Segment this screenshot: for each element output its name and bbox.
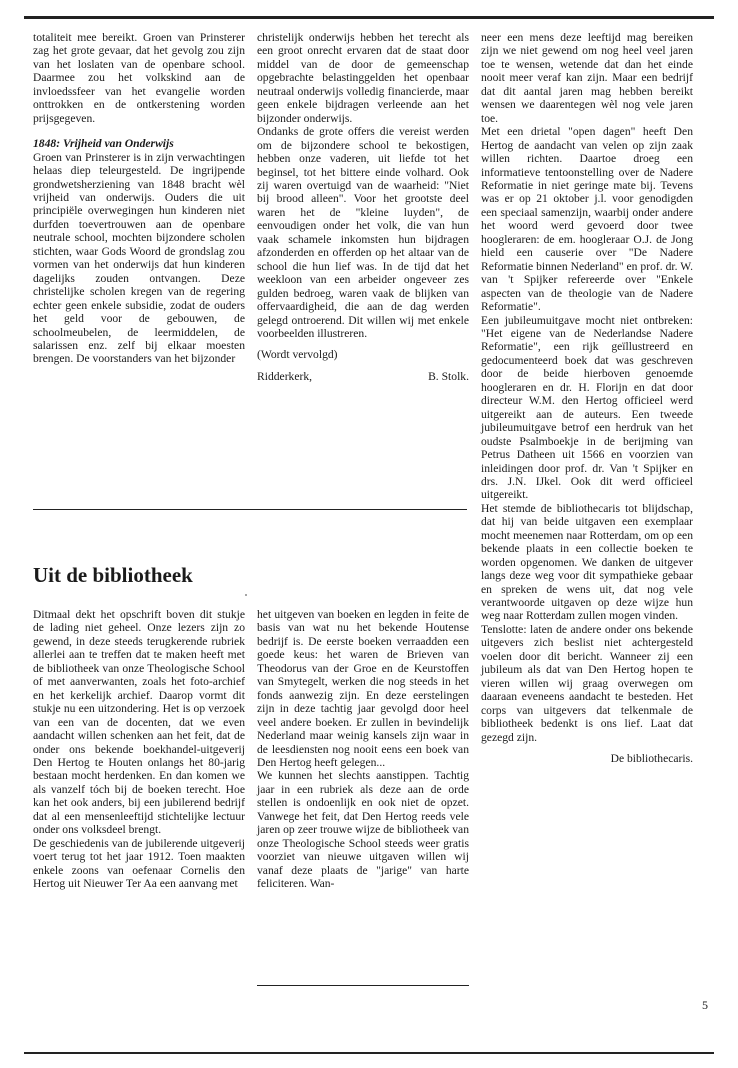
paragraph: Het stemde de bibliothecaris tot blijdschap, dat hij van beide uitgaven een exemplaar mocht meenemen naar Rotterdam, om op een bekende plaats in een collectie boeken te worden opgenomen. We danken de uitgever langs deze weg voor dit sympathieke gebaar en spreken de wens uit, dat nog vele verantwoorde uitgaven op deze wijze hun weg naar Rotterdam zullen mogen vinden. <box>481 501 693 623</box>
article2-column-2 <box>257 608 469 891</box>
continued-note: (Wordt vervolgd) <box>257 348 338 362</box>
section-divider-rule <box>33 509 467 510</box>
article-title: Uit de bibliotheek <box>33 563 193 587</box>
page-number: 5 <box>702 998 708 1012</box>
paragraph: Ditmaal dekt het opschrift boven dit stukje de lading niet geheel. Onze lezers zijn zo gewend, in deze steeds terugkerende rubriek allerlei aan te treffen dat te maken heeft met de bibliotheek van onze Theologische School of met aanverwanten, zoals het foto-archief en het kerkelijk archief. Daarop vormt dit stukje nu een uitzondering. Het is op verzoek van een van de docenten, dat we even aandacht willen schenken aan het feit, dat de onder ons bekende boekhandel-uitgeverij Den Hertog te Houten onlangs het 80-jarig bestaan mocht herdenken. En dan komen we als vanzelf tóch bij de boeken terecht. Hoe kan het ook anders, bij een jubilerend bedrijf dat al een mensenleeftijd stichtelijke lectuur onder ons volksdeel brengt. <box>33 608 245 837</box>
article1-column-1 <box>33 31 245 366</box>
paragraph: Ondanks de grote offers die vereist werden om de bijzondere school te bekostigen, hebben onze vaderen, uit liefde tot het beginsel, tot het bittere einde volhard. Ook zij waren overtuigd van de waarheid: "Niet bij brood alleen". Voor het grootste deel waren het de "kleine luyden", de eenvoudigen onder het volk, die van hun vaak schamele inkomsten hun bijdragen afzonderden en offerden op het altaar van de school die hun lief was. In de tijd dat het weekloon van een arbeider ongeveer zes gulden bedroeg, waren vaak de blijken van offervaardigheid, die aan de dag werden gelegd ontroerend. Dit willen wij met enkele voorbeelden illustreren. <box>257 125 469 340</box>
article2-column-1 <box>33 608 245 891</box>
paragraph: christelijk onderwijs hebben het terecht als een groot onrecht ervaren dat de staat door middel van de door de gemeenschap opgebrachte belastinggelden het openbaar neutraal onderwijs volledig financierde, maar geen enkele bijdragen verleende aan het bijzonder onderwijs. <box>257 31 469 125</box>
author-name: B. Stolk. <box>428 369 469 383</box>
author-place: Ridderkerk, <box>257 369 313 383</box>
paragraph: We kunnen het slechts aanstippen. Tachtig jaar in een rubriek als deze aan de orde stellen is ondoenlijk en ook niet de opzet. Vanwege het feit, dat Den Hertog reeds vele jaren op zeer trouwe wijze de bibliotheek van onze Theologische School steeds weer gratis voorziet van nieuwe uitgaven willen wij vanaf deze plaats de "jarige" van harte feliciteren. Wan- <box>257 769 469 891</box>
author-line <box>257 370 469 383</box>
paragraph: Met een drietal "open dagen" heeft Den Hertog de aandacht van velen op zijn zaak willen richten. Daartoe droeg een informatieve tentoonstelling over de Nadere Reformatie in niet geringe mate bij. Tevens was er op 21 oktober j.l. voor genodigden een speciaal samenzijn, waarbij onder andere het woord werd gevoerd door twee hoogleraren: de em. hoogleraar O.J. de Jong hield een causerie over "De Nadere Reformatie binnen Nederland" en prof. dr. W. van 't Spijker refereerde over "Enkele aspecten van de theologie van de Nadere Reformatie". <box>481 125 693 314</box>
section-subheading: 1848: Vrijheid van Onderwijs <box>33 137 174 151</box>
paragraph: Een jubileumuitgave mocht niet ontbreken: "Het eigene van de Nederlandse Nadere Reformatie", een rijk geïllustreerd en gedocumenteerd boek dat was geschreven door de beide hierboven genoemde hoogleraren en dr. H. Florijn en dat door directeur W.M. den Hertog officieel werd uitgereikt aan de auteurs. Een tweede jubileumuitgave betrof een herdruk van het oudste Psalmboekje in de berijming van Petrus Datheen uit 1566 en voorzien van inleidingen door prof. dr. Van 't Spijker en drs. J.N. IJkel. Ook dit werd officieel uitgereikt. <box>481 313 693 502</box>
article1-column-2 <box>257 31 469 383</box>
paragraph: het uitgeven van boeken en legden in feite de basis van wat nu het bekende Houtense bedrijf is. De eerste boeken verraadden een goede keus: het waren de Brieven van Theodorus van der Groe en de Keurstoffen van Smytegelt, werken die nog steeds in het fonds aanwezig zijn. En deze eerstelingen zijn in deze tachtig jaar gevolgd door heel veel andere boeken. Er zullen in bevindelijk Nederland maar weinig kansels zijn waar in de leesdiensten nog nooit eens een boek van Den Hertog heeft gelegen... <box>257 608 469 769</box>
paragraph: Groen van Prinsterer is in zijn verwachtingen helaas diep teleurgesteld. De ingrijpende grondwetsherziening van 1848 bracht wèl vrijheid van onderwijs. Ouders die uit principiële overwegingen hun kinderen niet durfden toevertrouwen aan de openbare neutrale school, mochten bijzondere scholen stichten, waar Gods Woord de grondslag zou vormen van het onderwijs dat hun kinderen dagelijks zouden ontvangen. Deze christelijke scholen kregen van de regering echter geen enkele subsidie, zodat de ouders het geld voor de gebouwen, de schoolmeubelen, de leermiddelen, de salarissen enz. zelf bij elkaar moesten brengen. De voorstanders van het bijzonder <box>33 150 245 366</box>
signature: De bibliothecaris. <box>610 752 693 766</box>
top-rule <box>24 16 714 19</box>
paragraph: neer een mens deze leeftijd mag bereiken zijn we niet gewend om nog heel veel jaren toe te wensen, wetende dat dan het einde nooit meer veraf kan zijn. Maar een bedrijf dat dit aantal jaren mag hebben bereikt wensen we daarentegen wèl nog vele jaren toe. <box>481 31 693 125</box>
column-end-rule <box>257 985 469 986</box>
paragraph: totaliteit mee bereikt. Groen van Prinsterer zag het grote gevaar, dat het gevolg zou zijn van het loslaten van de openbare school. Daarmee zou het volkskind aan de invloedssfeer van het evangelie worden onttrokken en de ontkerstening worden prijsgegeven. <box>33 31 245 125</box>
paragraph: Tenslotte: laten de andere onder ons bekende uitgevers zich beslist niet achtergesteld voelen door dit bericht. Wanneer zij een jubileum als dat van Den Hertog hopen te vieren willen wij graag overwegen om daaraan eveneens aandacht te besteden. Het corps van uitgevers dat telkenmale de bibliotheek bedenkt is ons lief. Laat dat gezegd zijn. <box>481 622 693 744</box>
bottom-rule <box>24 1052 714 1054</box>
article2-column-3 <box>481 31 693 765</box>
decorative-dot <box>245 594 247 596</box>
paragraph: De geschiedenis van de jubilerende uitgeverij voert terug tot het jaar 1912. Toen maakten enkele zoons van oefenaar Cornelis den Hertog uit Nieuwer Ter Aa een aanvang met <box>33 836 245 891</box>
